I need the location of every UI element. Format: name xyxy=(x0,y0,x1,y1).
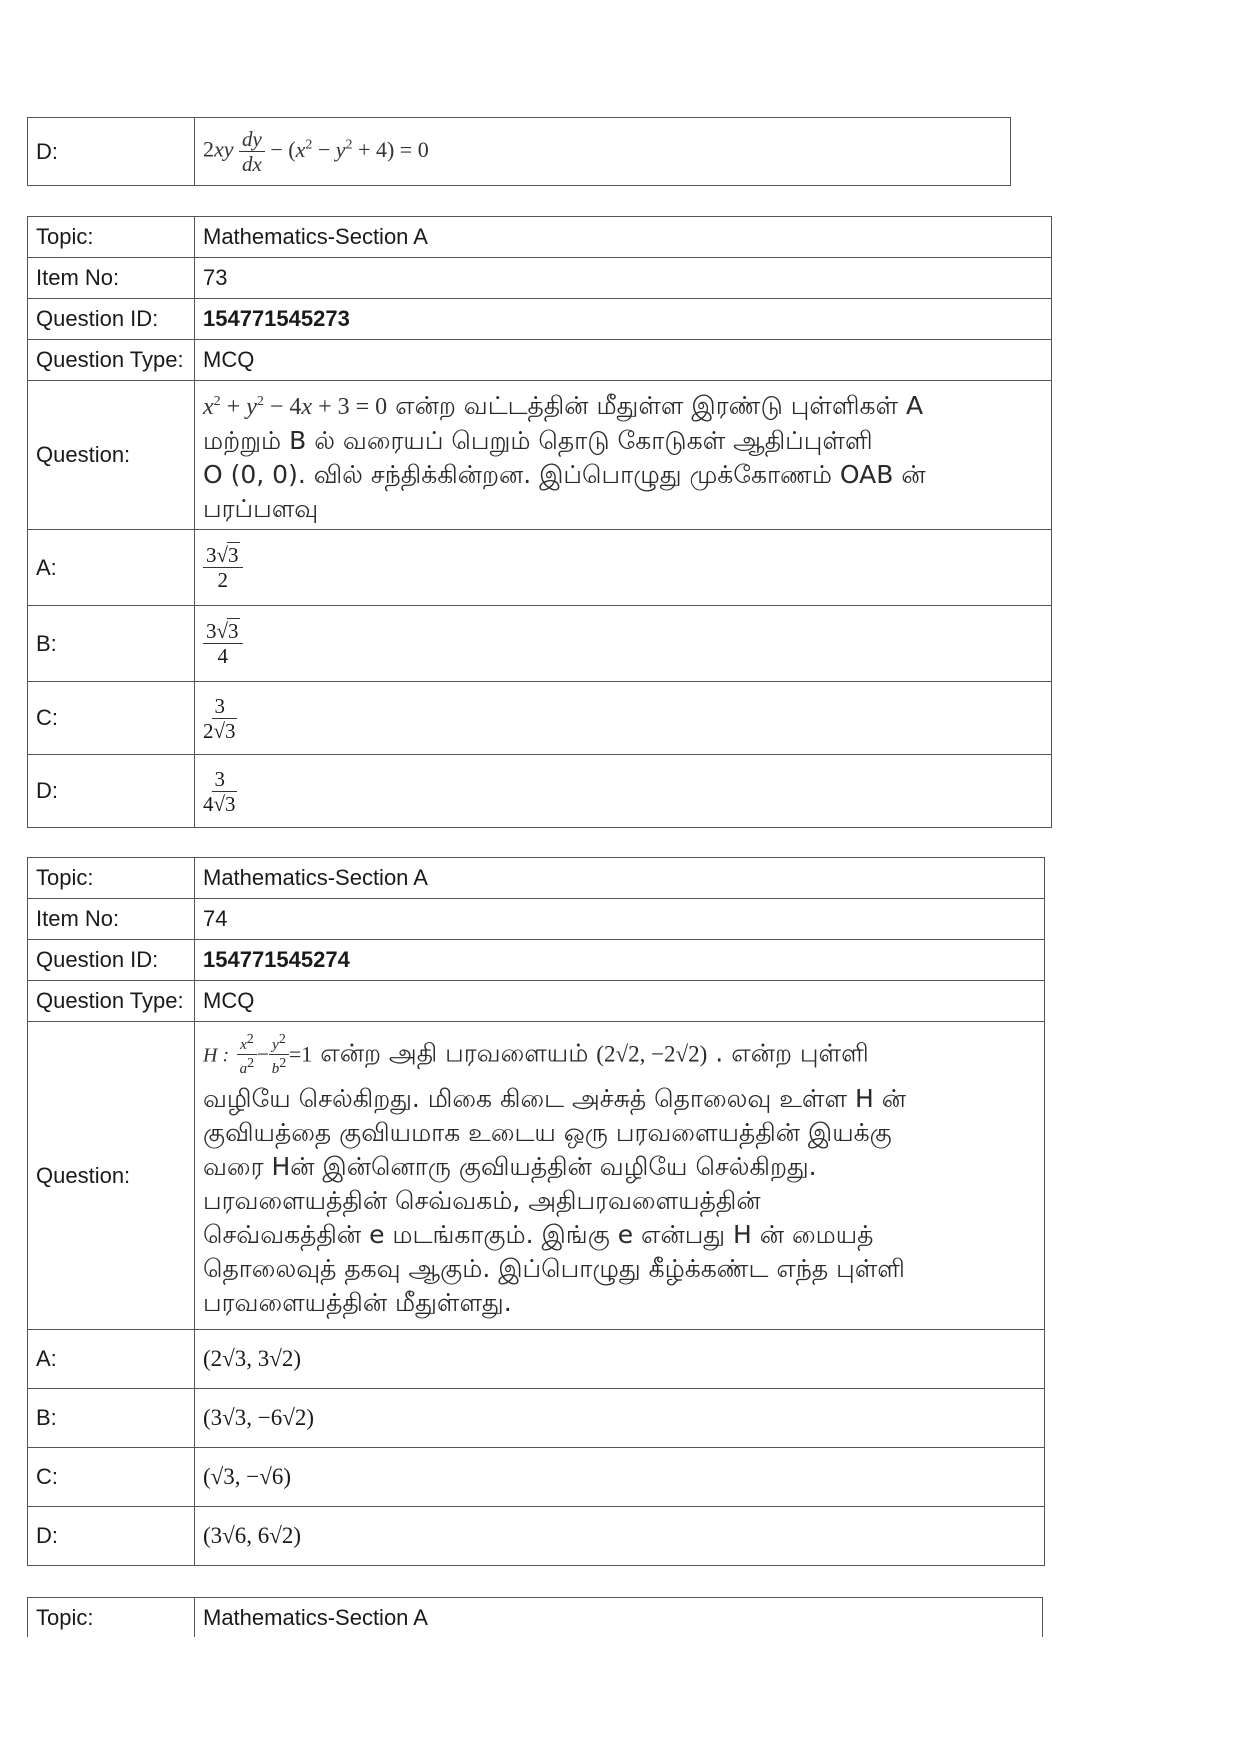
question-table-73 xyxy=(27,216,1052,828)
topic-label: Topic: xyxy=(28,858,195,899)
option-row-a xyxy=(28,1330,1045,1389)
question-type-row xyxy=(28,981,1045,1022)
question-equation: H : xyxy=(203,1044,230,1067)
question-type-value: MCQ xyxy=(195,340,1052,381)
option-row-b xyxy=(28,606,1052,682)
question-label: Question: xyxy=(28,381,195,530)
question-id-value: 154771545274 xyxy=(195,940,1045,981)
item-no-value: 73 xyxy=(195,258,1052,299)
option-label: A: xyxy=(28,530,195,606)
question-id-label: Question ID: xyxy=(28,940,195,981)
option-row-a xyxy=(28,530,1052,606)
question-text-line: பரவளையத்தின் மீதுள்ளது. xyxy=(203,1288,512,1317)
item-no-label: Item No: xyxy=(28,258,195,299)
topic-row xyxy=(28,217,1052,258)
option-row-b xyxy=(28,1389,1045,1448)
item-no-value: 74 xyxy=(195,899,1045,940)
topic-value: Mathematics-Section A xyxy=(195,217,1052,258)
question-text-line: பரப்பளவு xyxy=(203,493,319,523)
question-type-value: MCQ xyxy=(195,981,1045,1022)
option-value: $\frac{3}{2√3}$ xyxy=(195,682,1052,755)
option-row-d xyxy=(28,1507,1045,1566)
topic-row xyxy=(28,858,1045,899)
question-point: (2√2, −2√2) xyxy=(596,1041,708,1067)
option-label: D: xyxy=(28,755,195,828)
item-no-row xyxy=(28,258,1052,299)
question-label: Question: xyxy=(28,1022,195,1330)
question-text xyxy=(195,381,1052,530)
option-label: D: xyxy=(28,1507,195,1566)
option-row-c xyxy=(28,1448,1045,1507)
option-label: A: xyxy=(28,1330,195,1389)
topic-label: Topic: xyxy=(28,1598,195,1638)
option-value: (3√3, −6√2) xyxy=(195,1389,1045,1448)
item-no-label: Item No: xyxy=(28,899,195,940)
question-text: H : $\frac{x^2}{a^2}$ − $\frac{y^2}{b^2}$ =1 என்ற அதி பரவளையம் (2√2, −2√2) . என்ற புள்ளி வழியே செல்கிறது. மிகை கிடை அச்சுத் தொலைவு உள்ள H ன் குவியத்தை குவியமாக உடைய ஒரு பரவளையத்தின் இயக்கு வரை Hன் இன்னொரு குவியத்தின் வழியே செல்கிறது. பரவளையத்தின் செவ்வகம், அதிபரவளையத்தின் செவ்வகத்தின் e மடங்காகும். இங்கு e என்பது H ன் மையத் தொலைவுத் தகவு ஆகும். இப்பொழுது கீழ்க்கண்ட எந்த புள்ளி பரவளையத்தின் மீதுள்ளது. xyxy=(195,1022,1045,1330)
question-text-line: O (0, 0). வில் சந்திக்கின்றன. இப்பொழுது முக்கோணம் OAB ன் xyxy=(203,459,926,489)
option-label: B: xyxy=(28,606,195,682)
question-text-line: வரை Hன் இன்னொரு குவியத்தின் வழியே செல்கிறது. xyxy=(203,1152,817,1181)
option-expression: 2xy $\frac{dy}{dx}$ − $(x^2 - y^2 + 4) = 0$ xyxy=(195,118,1011,186)
question-row xyxy=(28,381,1052,530)
prev-question-table xyxy=(27,117,1011,186)
topic-value: Mathematics-Section A xyxy=(195,858,1045,899)
question-id-label: Question ID: xyxy=(28,299,195,340)
option-row-c xyxy=(28,682,1052,755)
item-no-row xyxy=(28,899,1045,940)
question-table-75-clip xyxy=(27,1597,1047,1637)
question-text-line: என்ற வட்டத்தின் மீதுள்ள இரண்டு புள்ளிகள் A xyxy=(387,390,924,420)
option-value: (3√6, 6√2) xyxy=(195,1507,1045,1566)
option-label: B: xyxy=(28,1389,195,1448)
topic-value: Mathematics-Section A xyxy=(195,1598,1043,1638)
topic-label: Topic: xyxy=(28,217,195,258)
option-value: $\frac{3√3}{4}$ xyxy=(195,606,1052,682)
question-row xyxy=(28,1022,1045,1330)
question-text-line: மற்றும் B ல் வரையப் பெறும் தொடு கோடுகள் ஆதிப்புள்ளி xyxy=(203,425,873,455)
question-id-row xyxy=(28,940,1045,981)
question-type-label: Question Type: xyxy=(28,340,195,381)
question-type-label: Question Type: xyxy=(28,981,195,1022)
option-label: C: xyxy=(28,682,195,755)
option-value: $\frac{3}{4√3}$ xyxy=(195,755,1052,828)
question-id-value: 154771545273 xyxy=(195,299,1052,340)
option-label: C: xyxy=(28,1448,195,1507)
option-value: (2√3, 3√2) xyxy=(195,1330,1045,1389)
question-equation: $x^2 + y^2 - 4x + 3 = 0$ xyxy=(203,393,388,420)
option-row-d xyxy=(28,118,1011,186)
question-text-line: தொலைவுத் தகவு ஆகும். இப்பொழுது கீழ்க்கண்ட எந்த புள்ளி xyxy=(203,1254,905,1283)
question-id-row xyxy=(28,299,1052,340)
option-label: D: xyxy=(28,118,195,186)
option-value: $\frac{3√3}{2}$ xyxy=(195,530,1052,606)
question-text-line: வழியே செல்கிறது. மிகை கிடை அச்சுத் தொலைவு உள்ள H ன் xyxy=(203,1084,906,1113)
question-text-line: செவ்வகத்தின் e மடங்காகும். இங்கு e என்பது H ன் மையத் xyxy=(203,1220,874,1249)
question-type-row xyxy=(28,340,1052,381)
question-table-75 xyxy=(27,1597,1043,1637)
topic-row xyxy=(28,1598,1043,1638)
option-row-d xyxy=(28,755,1052,828)
question-text-line: குவியத்தை குவியமாக உடைய ஒரு பரவளையத்தின் இயக்கு xyxy=(203,1118,892,1147)
option-value: (√3, −√6) xyxy=(195,1448,1045,1507)
question-table-74 xyxy=(27,857,1045,1566)
question-text-line: பரவளையத்தின் செவ்வகம், அதிபரவளையத்தின் xyxy=(203,1186,761,1215)
